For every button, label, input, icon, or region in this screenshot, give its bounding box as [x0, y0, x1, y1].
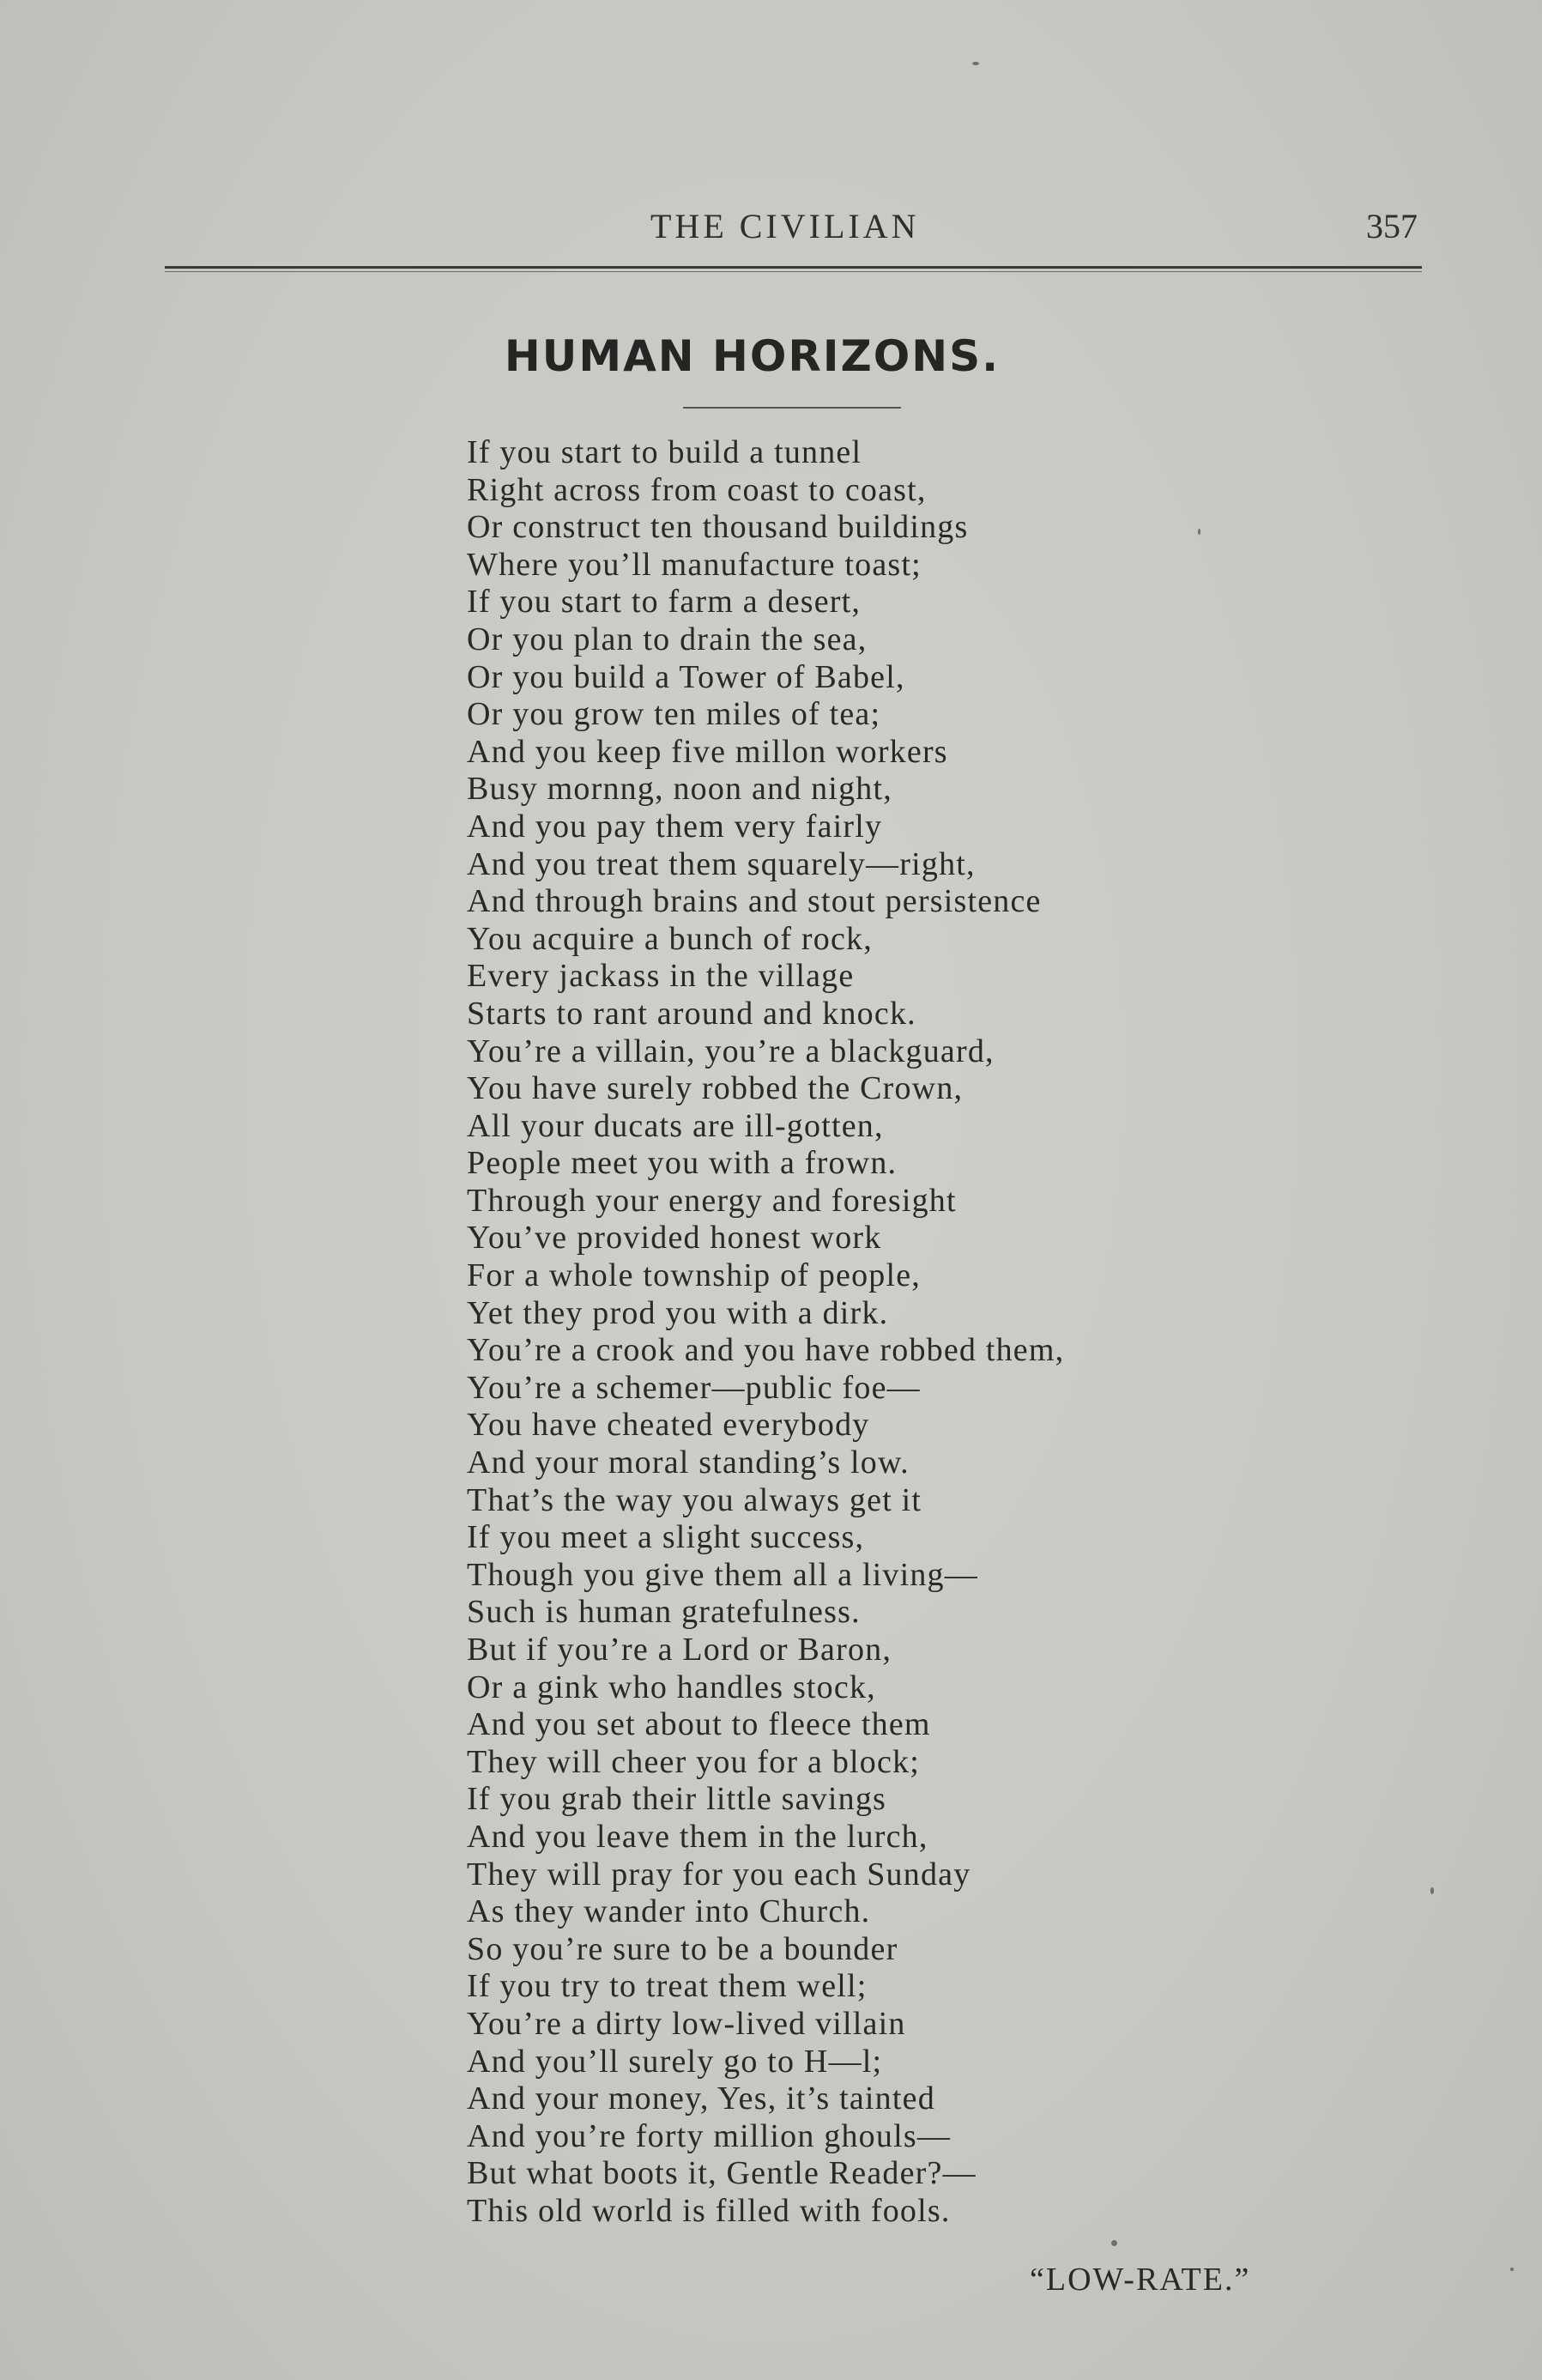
running-head [0, 206, 1542, 249]
poem-line: They will pray for you each Sunday [467, 1856, 971, 1892]
header-rule-thin [165, 271, 1422, 272]
page-number: 357 [1366, 207, 1418, 245]
poem-line: And your moral standing’s low. [467, 1444, 910, 1481]
poem-line: This old world is filled with fools. [467, 2192, 951, 2229]
poem-line: If you grab their little savings [467, 1781, 887, 1818]
poem-line: Where you’ll manufacture toast; [467, 546, 922, 583]
poem-line: You’re a dirty low-lived villain [467, 2005, 906, 2042]
poem-line: You’re a villain, you’re a blackguard, [467, 1033, 995, 1069]
poem-line: You have cheated everybody [467, 1407, 870, 1444]
poem-line: Or a gink who handles stock, [467, 1668, 876, 1705]
poem-line: All your ducats are ill-gotten, [467, 1107, 884, 1144]
poem-line: For a whole township of people, [467, 1257, 922, 1294]
poem-line: You’ve provided honest work [467, 1220, 882, 1257]
poem-line: That’s the way you always get it [467, 1481, 922, 1518]
poem-line: If you try to treat them well; [467, 1968, 868, 2005]
paper-speck [972, 62, 979, 65]
poem-line: Starts to rant around and knock. [467, 995, 916, 1032]
poem-line: Yet they prod you with a dirk. [467, 1294, 889, 1331]
poem-line: But what boots it, Gentle Reader?— [467, 2155, 977, 2192]
poem-line: And you pay them very fairly [467, 808, 883, 845]
poem-line: Or you build a Tower of Babel, [467, 658, 905, 695]
poem-line: You acquire a bunch of rock, [467, 920, 873, 957]
author-signature: “LOW-RATE.” [1030, 2262, 1251, 2298]
poem-line: You have surely robbed the Crown, [467, 1070, 964, 1107]
paper-speck [1111, 2240, 1117, 2246]
poem-line: So you’re sure to be a bounder [467, 1930, 898, 1967]
poem-line: And you treat them squarely—right, [467, 845, 976, 882]
poem-line: Every jackass in the village [467, 958, 855, 995]
paper-speck [1430, 1887, 1434, 1894]
paper-speck [1510, 2268, 1514, 2271]
poem-line: Or construct ten thousand buildings [467, 509, 969, 546]
poem-line: And you leave them in the lurch, [467, 1818, 928, 1855]
poem-line: Busy mornng, noon and night, [467, 771, 892, 808]
poem-line: And you’ll surely go to H—l; [467, 2043, 883, 2080]
poem-line: If you start to farm a desert, [467, 584, 862, 621]
poem-line: And through brains and stout persistence [467, 883, 1042, 920]
poem-line: If you start to build a tunnel [467, 434, 862, 470]
poem-line: And you’re forty million ghouls— [467, 2117, 952, 2154]
poem-line: As they wander into Church. [467, 1893, 871, 1930]
title-rule [683, 407, 901, 409]
poem-line: And you set about to fleece them [467, 1706, 931, 1743]
poem-line: Such is human gratefulness. [467, 1594, 861, 1631]
poem-line: They will cheer you for a block; [467, 1743, 921, 1780]
paper-speck [1198, 529, 1200, 535]
poem-line: And your money, Yes, it’s tainted [467, 2080, 935, 2117]
poem-line: Though you give them all a living— [467, 1556, 978, 1593]
journal-title: THE CIVILIAN [650, 207, 920, 245]
poem-line: Or you plan to drain the sea, [467, 621, 868, 657]
poem-body [467, 434, 1325, 2231]
poem-line: And you keep five millon workers [467, 733, 948, 770]
poem-line: Or you grow ten miles of tea; [467, 696, 881, 733]
header-rule [165, 266, 1422, 269]
poem-title: HUMAN HORIZONS. [504, 331, 1001, 381]
poem-line: If you meet a slight success, [467, 1519, 865, 1556]
poem-line: You’re a crook and you have robbed them, [467, 1332, 1065, 1369]
poem-line: Through your energy and foresight [467, 1182, 957, 1219]
poem-line: But if you’re a Lord or Baron, [467, 1632, 892, 1668]
poem-line: People meet you with a frown. [467, 1145, 898, 1182]
poem-line: You’re a schemer—public foe— [467, 1369, 921, 1406]
poem-line: Right across from coast to coast, [467, 471, 927, 508]
